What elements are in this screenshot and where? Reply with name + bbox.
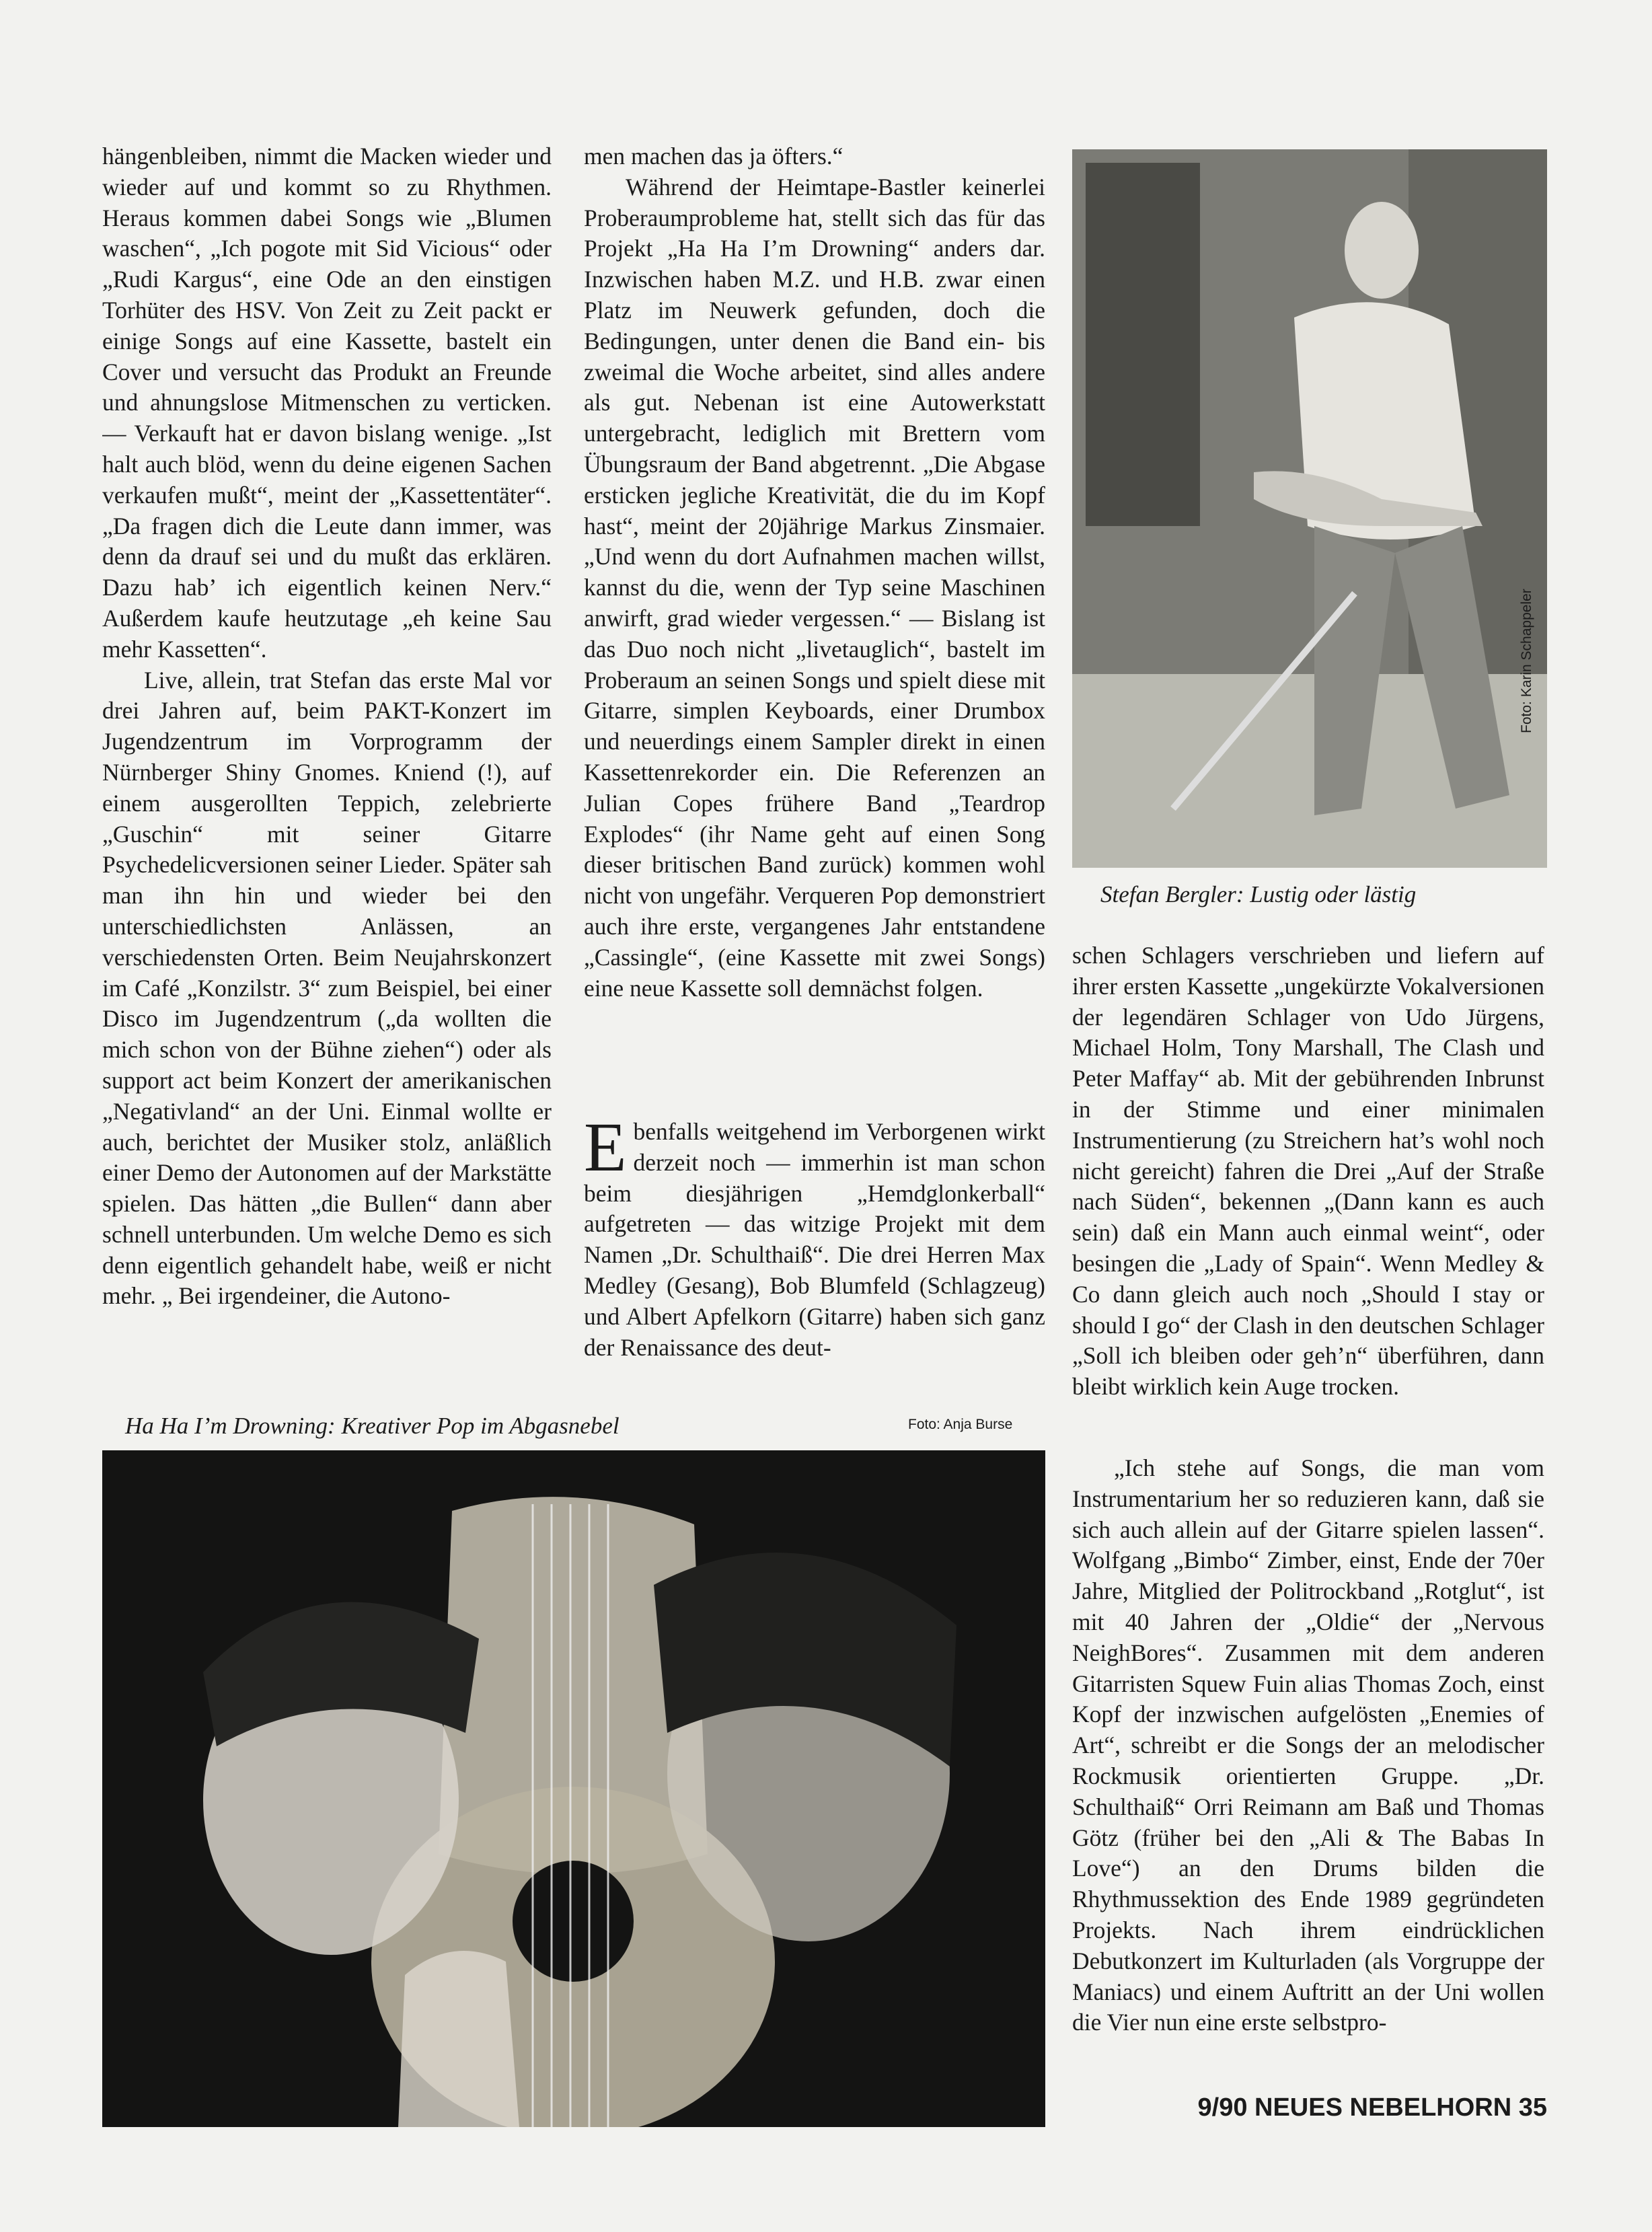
article-column-right-bottom (1072, 1453, 1544, 2126)
paragraph: Live, allein, trat Stefan das erste Mal vor drei Jahren auf, beim PAKT-Konzert im Jugendzentrum im Vorprogramm der Nürnberger Shiny Gnomes. Kniend (!), auf einem ausgerollten Teppich, zelebrierte „Guschin“ mit seiner Gitarre Psychedelicversionen seiner Lieder. Später sah man ihn hin und wieder bei den unterschiedlichsten Anlässen, an verschiedensten Orten. Beim Neujahrskonzert im Café „Konzilstr. 3“ zum Beispiel, bei einer Disco im Jugendzentrum („da wollten die mich schon von der Bühne ziehen“) oder als support act beim Konzert der amerikanischen „Negativland“ an der Uni. Einmal wollte er auch, berichtet der Musiker stolz, anläßlich einer Demo der Autonomen auf der Markstätte spielen. Das hätten „die Bullen“ dann aber schnell unterbunden. Um welche Demo es sich denn eigentlich gehandelt habe, weiß er nicht mehr. „ Bei irgendeiner, die Autono- (102, 666, 552, 1310)
article-column-middle (584, 141, 1045, 1076)
page-footer: 9/90 NEUES NEBELHORN 35 (1197, 2093, 1547, 2122)
band-photo-illustration (102, 1450, 1045, 2127)
article-column-left (102, 141, 552, 1392)
paragraph (584, 1117, 1045, 1363)
paragraph: schen Schlagers verschrieben und liefern auf ihrer ersten Kassette „ungekürzte Vokalversionen der legendären Schlager von Udo Jürgens, Michael Holm, Tony Marshall, The Clash und Peter Maffay“ ab. Mit der gebührenden Inbrunst in der Stimme und einer minimalen Instrumentierung (zu Streichern hat’s wohl noch nicht gereicht) fahren die Drei „Auf der Straße nach Süden“, bekennen „(Dann kann es auch sein) daß ein Mann auch einmal weint“, oder besingen die „Lady of Spain“. Wenn Medley & Co dann gleich auch noch „Should I stay or should I go“ der Clash in den deutschen Schlager „Soll ich bleiben oder geh’n“ überführen, dann bleibt wirklich kein Auge trocken. (1072, 942, 1544, 1401)
guitarist-photo-illustration (1072, 149, 1547, 868)
paragraph-text: benfalls weitgehend im Verborgenen wirkt derzeit noch — immerhin ist man schon beim diesjährigen „Hemdglonkerball“ aufgetreten — das witzige Projekt mit dem Namen „Dr. Schulthaiß“. Die drei Herren Max Medley (Gesang), Bob Blumfeld (Schlagzeug) und Albert Apfelkorn (Gitarre) haben sich ganz der Renaissance des deut- (584, 1118, 1045, 1361)
article-section-dr-schulthaiss (584, 1117, 1045, 1392)
photo-caption-bergler: Stefan Bergler: Lustig oder lästig (1100, 881, 1417, 907)
photo-ha-ha-im-drowning (102, 1450, 1045, 2127)
photo-stefan-bergler (1072, 149, 1547, 868)
paragraph: „Ich stehe auf Songs, die man vom Instrumentarium her so reduzieren kann, daß sie sich auch allein auf der Gitarre spielen lassen“. Wolfgang „Bimbo“ Zimber, einst, Ende der 70er Jahre, Mitglied der Politrockband „Rotglut“, ist mit 40 Jahren der „Oldie“ der „Nervous NeighBores“. Zusammen mit dem anderen Gitarristen Squew Fuin alias Thomas Zoch, einst Kopf der inzwischen aufgelösten „Enemies of Art“, schreibt er die Songs der an melodischer Rockmusik orientierten Gruppe. „Dr. Schulthaiß“ Orri Reimann am Baß und Thomas Götz (früher bei den „Ali & The Babas In Love“) an den Drums bilden die Rhythmussektion des Ende 1989 gegründeten Projekts. Nach ihrem eindrücklichen Debutkonzert im Kulturladen (als Vorgruppe der Maniacs) und einem Auftritt an der Uni wollen die Vier nun eine erste selbstpro- (1072, 1454, 1544, 2036)
article-column-right-top (1072, 940, 1544, 1452)
paragraph: hängenbleiben, nimmt die Macken wieder und wieder auf und kommt so zu Rhythmen. Heraus kommen dabei Songs wie „Blumen waschen“, „Ich pogote mit Sid Vicious“ oder „Rudi Kargus“, eine Ode an den einstigen Torhüter des HSV. Von Zeit zu Zeit packt er einige Songs auf eine Kassette, bastelt ein Cover und versucht das Produkt an Freunde und ahnungslose Mitmenschen zu verticken. — Verkauft hat er davon bislang wenige. „Ist halt auch blöd, wenn du deine eigenen Sachen verkaufen mußt“, meint der „Kassettentäter“. „Da fragen dich die Leute dann immer, was denn da drauf sei und du mußt das erklären. Dazu hab’ ich eigentlich keinen Nerv.“ Außerdem kaufe heutzutage „eh keine Sau mehr Kassetten“. (102, 143, 552, 663)
paragraph: men machen das ja öfters.“ (584, 143, 843, 170)
paragraph: Während der Heimtape-Bastler keinerlei Proberaumprobleme hat, stellt sich das für das Projekt „Ha Ha I’m Drowning“ anders dar. Inzwischen haben M.Z. und H.B. zwar einen Platz im Neuwerk gefunden, doch die Bedingungen, unter denen die Band ein- bis zweimal die Woche arbeitet, sind alles andere als gut. Nebenan ist eine Autowerkstatt untergebracht, lediglich mit Brettern vom Übungsraum der Band abgetrennt. „Die Abgase ersticken jegliche Kreativität, die du im Kopf hast“, meint der 20jährige Markus Zinsmaier. „Und wenn du dort Aufnahmen machen willst, kannst du die, wenn der Typ seine Maschinen anwirft, grad wieder vergessen.“ — Bislang ist das Duo noch nicht „livetauglich“, bastelt im Proberaum an seinen Songs und spielt diese mit Gitarre, simplen Keyboards, einer Drumbox und neuerdings einem Sampler direkt in einen Kassettenrekorder ein. Die Referenzen an Julian Copes frühere Band „Teardrop Explodes“ (ihr Name geht auf einen Song dieser britischen Band zurück) kommen wohl nicht von ungefähr. Verqueren Pop demonstriert auch ihre erste, vergangenes Jahr entstandene „Cassingle“, (eine Kassette mit zwei Songs) eine neue Kassette soll demnächst folgen. (584, 173, 1045, 1002)
photo-credit-burse: Foto: Anja Burse (908, 1417, 1013, 1432)
photo-caption-drowning: Ha Ha I’m Drowning: Kreativer Pop im Abgasnebel (125, 1413, 620, 1439)
drop-cap: E (584, 1117, 627, 1186)
photo-credit-schappeler: Foto: Karin Schappeler (1519, 589, 1534, 733)
